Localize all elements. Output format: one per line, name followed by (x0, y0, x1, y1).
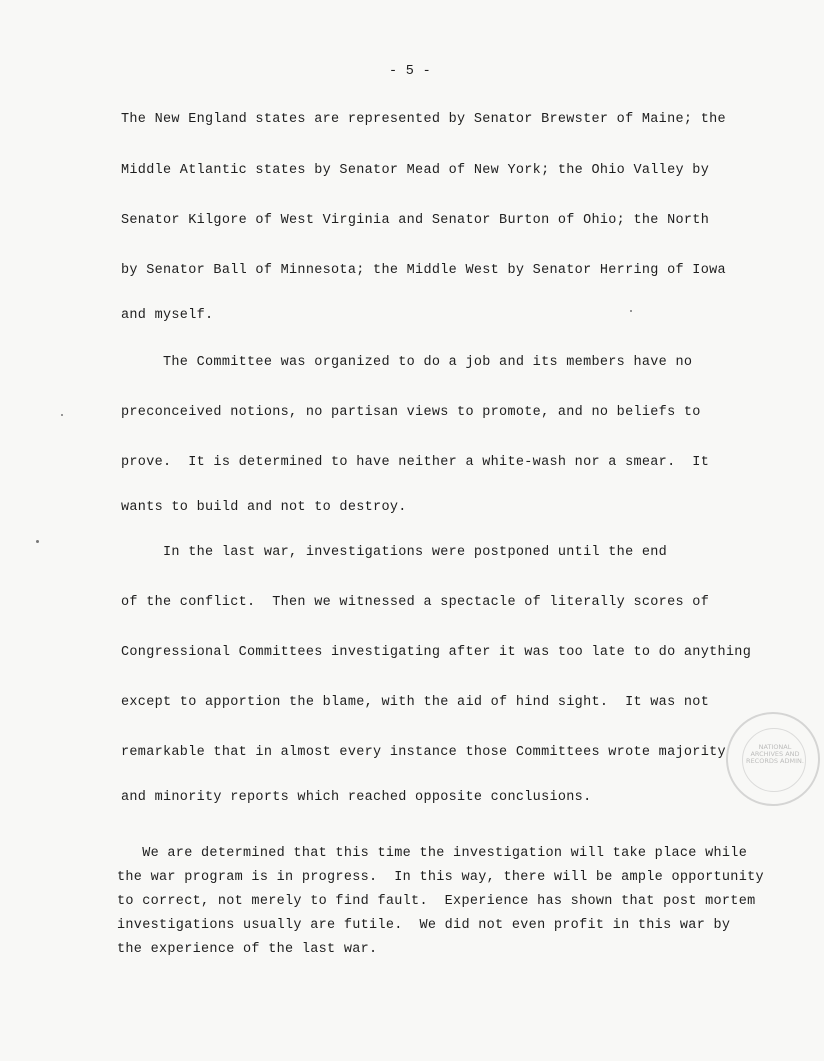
text-line: by Senator Ball of Minnesota; the Middle West by Senator Herring of Iowa (121, 263, 726, 278)
text-line: to correct, not merely to find fault. Experience has shown that post mortem (117, 894, 756, 909)
archive-stamp (726, 712, 820, 806)
text-line: investigations usually are futile. We did not even profit in this war by (117, 918, 731, 933)
text-line: We are determined that this time the investigation will take place while (117, 846, 748, 861)
text-line: In the last war, investigations were postponed until the end (121, 545, 668, 560)
text-line: the experience of the last war. (117, 942, 378, 957)
text-line: wants to build and not to destroy. (121, 500, 407, 515)
paper-speck (36, 540, 39, 543)
text-line: preconceived notions, no partisan views to promote, and no beliefs to (121, 405, 701, 420)
text-line: Middle Atlantic states by Senator Mead of New York; the Ohio Valley by (121, 163, 710, 178)
text-line: remarkable that in almost every instance those Committees wrote majority (121, 745, 726, 760)
paper-speck (630, 310, 632, 312)
text-line: the war program is in progress. In this way, there will be ample opportunity (117, 870, 764, 885)
text-line: Congressional Committees investigating after it was too late to do anything (121, 645, 752, 660)
text-line: prove. It is determined to have neither a white-wash nor a smear. It (121, 455, 710, 470)
paper-speck (61, 414, 63, 416)
text-line: and myself. (121, 308, 214, 323)
text-line: and minority reports which reached opposite conclusions. (121, 790, 592, 805)
page-number: - 5 - (388, 64, 431, 79)
text-line: except to apportion the blame, with the aid of hind sight. It was not (121, 695, 710, 710)
text-line: Senator Kilgore of West Virginia and Senator Burton of Ohio; the North (121, 213, 710, 228)
stamp-text: NATIONAL ARCHIVES AND RECORDS ADMIN. (746, 743, 804, 765)
text-line: The New England states are represented by Senator Brewster of Maine; the (121, 112, 726, 127)
text-line: The Committee was organized to do a job and its members have no (121, 355, 693, 370)
text-line: of the conflict. Then we witnessed a spectacle of literally scores of (121, 595, 710, 610)
